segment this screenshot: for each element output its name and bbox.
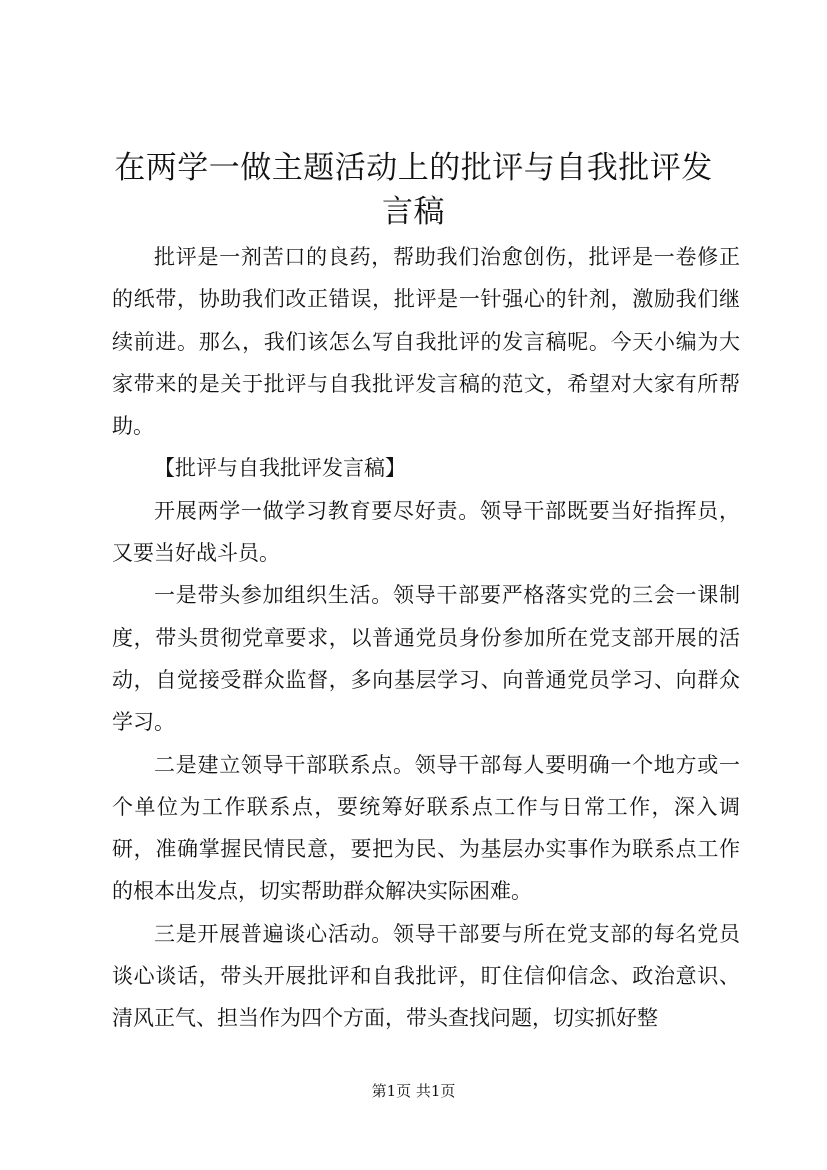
paragraph-point-two: 二是建立领导干部联系点。领导干部每人要明确一个地方或一个单位为工作联系点，要统筹好联系点工作与日常工作，深入调研，准确掌握民情民意，要把为民、为基层办实事作为联系点工作的根本出发点，切实帮助群众解决实际困难。: [112, 752, 740, 904]
document-title: 在两学一做主题活动上的批评与自我批评发言稿: [114, 150, 713, 230]
paragraph-intro: 批评是一剂苦口的良药，帮助我们治愈创伤，批评是一卷修正的纸带，协助我们改正错误，批评是一针强心的针剂，激励我们继续前进。那么，我们该怎么写自我批评的发言稿呢。今天小编为大家带来的是关于批评与自我批评发言稿的范文，希望对大家有所帮助。: [112, 245, 740, 439]
page-footer: 第1页 共1页: [371, 1082, 456, 1100]
paragraph-section-heading: 【批评与自我批评发言稿】: [154, 456, 406, 481]
paragraph-responsibility: 开展两学一做学习教育要尽好责。领导干部既要当好指挥员，又要当好战斗员。: [112, 498, 740, 566]
paragraph-point-one: 一是带头参加组织生活。领导干部要严格落实党的三会一课制度，带头贯彻党章要求，以普通党员身份参加所在党支部开展的活动，自觉接受群众监督，多向基层学习、向普通党员学习、向群众学习。: [112, 583, 740, 735]
document-body: [112, 236, 740, 1040]
paragraph-point-three: 三是开展普遍谈心活动。领导干部要与所在党支部的每名党员谈心谈话，带头开展批评和自我批评，盯住信仰信念、政治意识、清风正气、担当作为四个方面，带头查找问题，切实抓好整: [112, 921, 740, 1031]
